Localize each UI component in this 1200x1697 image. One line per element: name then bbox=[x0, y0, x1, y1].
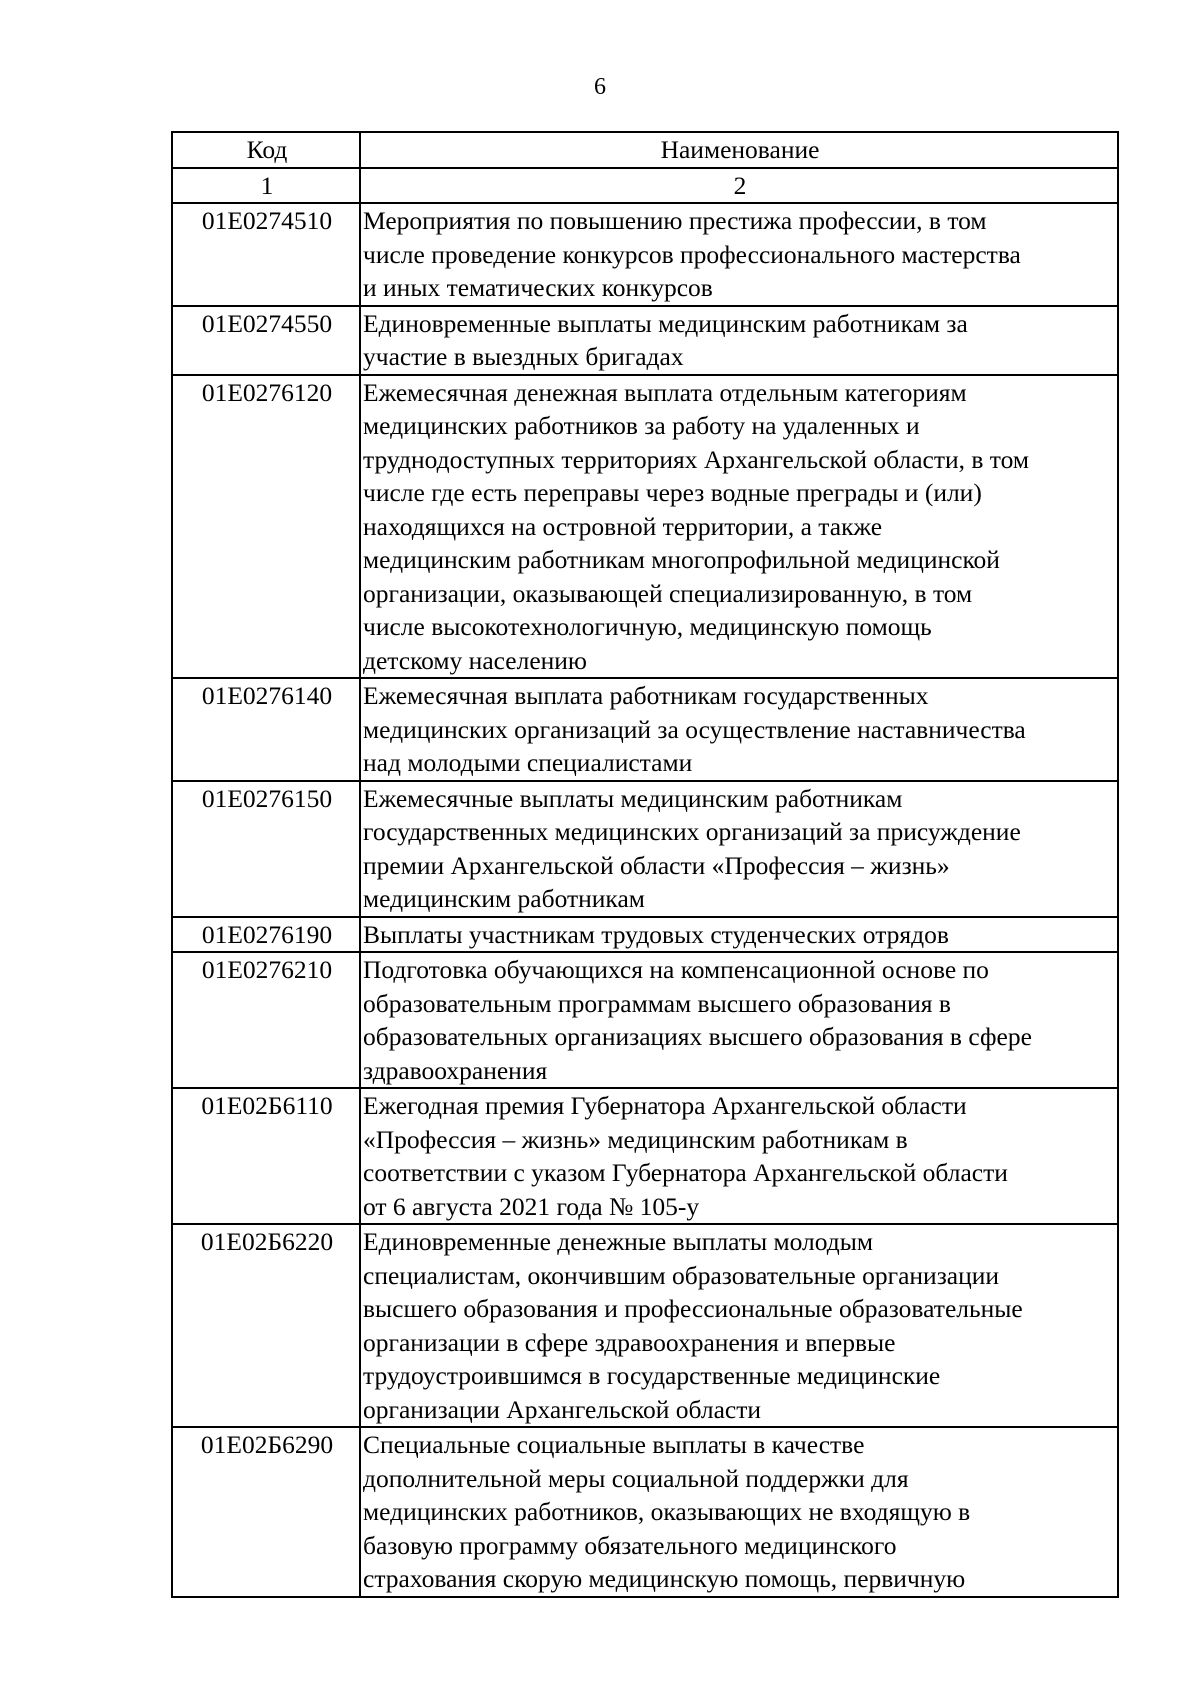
table-row bbox=[172, 952, 1118, 1088]
table-row bbox=[172, 1088, 1118, 1224]
row-name bbox=[360, 952, 1118, 1088]
table-row bbox=[172, 781, 1118, 917]
row-name bbox=[360, 1224, 1118, 1427]
table-row bbox=[172, 678, 1118, 781]
table-body bbox=[172, 203, 1118, 1597]
row-name-line: труднодоступных территориях Архангельской области, в том bbox=[363, 444, 1029, 474]
row-name-line: медицинских работников за работу на удаленных и bbox=[363, 411, 920, 440]
row-name-line: и иных тематических конкурсов bbox=[363, 273, 713, 302]
row-name-line: находящихся на островной территории, а также bbox=[363, 511, 883, 541]
row-name-line: Ежемесячная денежная выплата отдельным категориям bbox=[363, 377, 967, 407]
row-name-line: специалистам, окончившим образовательные организации bbox=[363, 1260, 1000, 1290]
row-code: 01Е0276150 bbox=[172, 781, 360, 917]
table-row bbox=[172, 1224, 1118, 1427]
row-name-line: трудоустроившимся в государственные медицинские bbox=[363, 1361, 941, 1390]
row-name-line: высшего образования и профессиональные образовательные bbox=[363, 1294, 1023, 1323]
column-header-name: Наименование bbox=[360, 132, 1118, 168]
row-code: 01Е0274550 bbox=[172, 306, 360, 375]
row-name-line: Ежемесячная выплата работникам государственных bbox=[363, 681, 929, 710]
page-number: 6 bbox=[594, 74, 606, 100]
row-name bbox=[360, 375, 1118, 679]
budget-codes-table bbox=[171, 131, 1119, 1598]
row-name-line: числе проведение конкурсов профессионального мастерства bbox=[363, 239, 1021, 269]
row-name-line: дополнительной меры социальной поддержки для bbox=[363, 1463, 909, 1493]
row-name bbox=[360, 1427, 1118, 1597]
row-name-line: образовательных организациях высшего образования в сфере bbox=[363, 1022, 1032, 1051]
row-code: 01Е02Б6290 bbox=[172, 1427, 360, 1597]
row-code: 01Е0276120 bbox=[172, 375, 360, 679]
row-name-line: организации, оказывающей специализированную, в том bbox=[363, 578, 973, 608]
table-row bbox=[172, 375, 1118, 679]
row-name-line: базовую программу обязательного медицинского bbox=[363, 1530, 897, 1560]
table-row bbox=[172, 917, 1118, 953]
row-code: 01Е0276140 bbox=[172, 678, 360, 781]
row-name bbox=[360, 917, 1118, 953]
row-name-line: Выплаты участникам трудовых студенческих отрядов bbox=[363, 919, 949, 949]
row-code: 01Е02Б6110 bbox=[172, 1088, 360, 1224]
row-name-line: участие в выездных бригадах bbox=[363, 342, 684, 371]
table-row bbox=[172, 306, 1118, 375]
row-name-line: Единовременные выплаты медицинским работникам за bbox=[363, 308, 968, 338]
column-number-row bbox=[172, 168, 1118, 204]
row-name-line: организации Архангельской области bbox=[363, 1394, 762, 1424]
row-name-line: здравоохранения bbox=[363, 1055, 548, 1085]
row-code: 01Е0274510 bbox=[172, 203, 360, 306]
row-name-line: соответствии с указом Губернатора Архангельской области bbox=[363, 1158, 1008, 1187]
row-name-line: Ежемесячные выплаты медицинским работникам bbox=[363, 783, 903, 813]
table-row bbox=[172, 1427, 1118, 1597]
row-code: 01Е0276210 bbox=[172, 952, 360, 1088]
row-name-line: Мероприятия по повышению престижа профессии, в том bbox=[363, 206, 987, 235]
row-name-line: над молодыми специалистами bbox=[363, 748, 693, 777]
column-header-code: Код bbox=[172, 132, 360, 168]
row-name-line: медицинских работников, оказывающих не входящую в bbox=[363, 1497, 971, 1526]
row-code: 01Е0276190 bbox=[172, 917, 360, 953]
row-name-line: медицинским работникам bbox=[363, 884, 645, 913]
row-name-line: «Профессия – жизнь» медицинским работникам в bbox=[363, 1124, 908, 1154]
table-row bbox=[172, 203, 1118, 306]
row-name-line: Специальные социальные выплаты в качестве bbox=[363, 1430, 865, 1459]
column-number-1: 1 bbox=[172, 168, 360, 204]
row-name-line: медицинских организаций за осуществление наставничества bbox=[363, 714, 1026, 744]
row-name bbox=[360, 678, 1118, 781]
column-number-2: 2 bbox=[360, 168, 1118, 204]
row-name-line: числе где есть переправы через водные преграды и (или) bbox=[363, 478, 982, 507]
row-name-line: страхования скорую медицинскую помощь, первичную bbox=[363, 1564, 966, 1593]
row-name bbox=[360, 203, 1118, 306]
row-name-line: премии Архангельской области «Профессия – жизнь» bbox=[363, 850, 950, 880]
table-header-row bbox=[172, 132, 1118, 168]
row-name-line: детскому населению bbox=[363, 645, 587, 675]
row-name bbox=[360, 781, 1118, 917]
row-name-line: Подготовка обучающихся на компенсационной основе по bbox=[363, 955, 989, 984]
row-name-line: Ежегодная премия Губернатора Архангельской области bbox=[363, 1091, 967, 1120]
row-code: 01Е02Б6220 bbox=[172, 1224, 360, 1427]
row-name-line: государственных медицинских организаций за присуждение bbox=[363, 817, 1021, 846]
row-name-line: Единовременные денежные выплаты молодым bbox=[363, 1227, 874, 1256]
row-name bbox=[360, 306, 1118, 375]
row-name-line: образовательным программам высшего образования в bbox=[363, 988, 951, 1018]
row-name-line: медицинским работникам многопрофильной медицинской bbox=[363, 545, 1000, 574]
row-name-line: от 6 августа 2021 года № 105-у bbox=[363, 1191, 700, 1221]
row-name-line: организации в сфере здравоохранения и впервые bbox=[363, 1327, 896, 1357]
row-name-line: числе высокотехнологичную, медицинскую помощь bbox=[363, 612, 932, 641]
row-name bbox=[360, 1088, 1118, 1224]
